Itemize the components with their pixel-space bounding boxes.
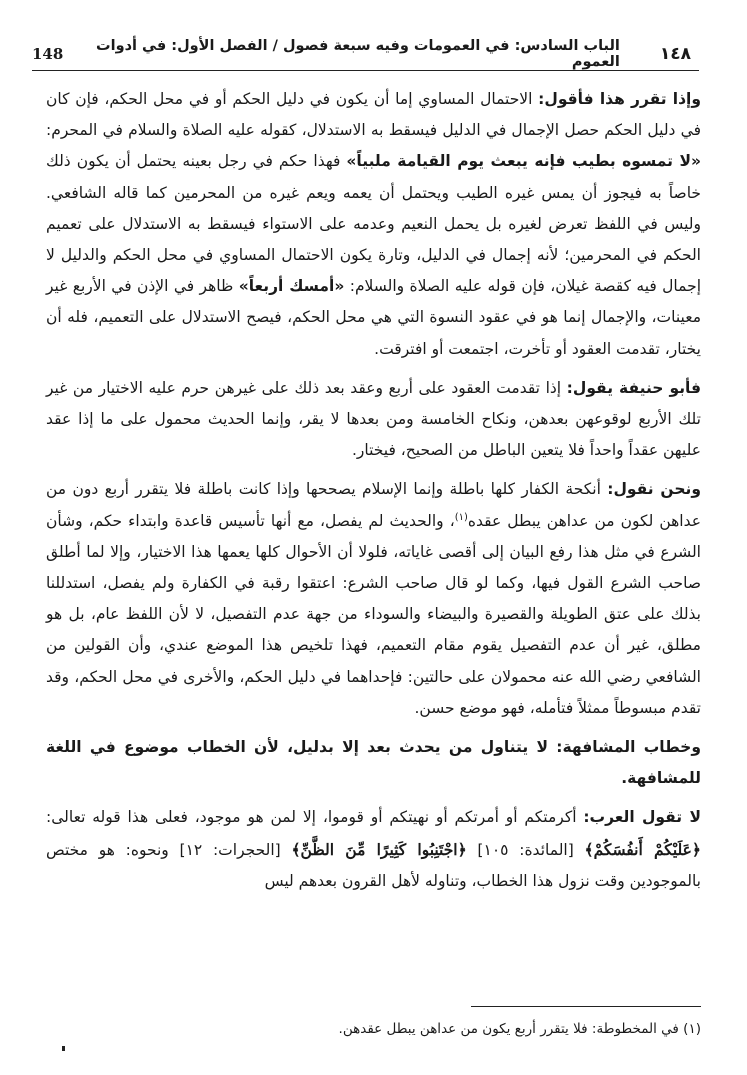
hadith-quote: «لا تمسوه بطيب فإنه يبعث يوم القيامة ملبياً» (346, 152, 701, 171)
paragraph-text: فهذا حكم في رجل بعينه يحتمل أن يكون ذلك خاصاً به فيجوز أن يمس غيره الطيب ويحتمل أن يعمه ويعم غيره من المحرمين كما قاله الشافعي. وليس في اللفظ تعرض لغيره بل يحمل النعيم وعدمه على الاستواء فيسقط به الاستدلال على تعميم الحكم في المحرمين؛ لأنه إجمال في الدليل، وتارة يكون الاحتمال المساوي في محل الحكم والدليل لا إجمال فيه كقصة غيلان، فإن قوله عليه الصلاة والسلام: (46, 152, 701, 296)
paragraph-3 (46, 474, 701, 724)
page-mark (62, 1046, 65, 1051)
page-header (32, 38, 699, 71)
hadith-quote: «أمسك أربعاً» (238, 277, 345, 296)
paragraph-lead: فأبو حنيفة يقول: (566, 378, 701, 397)
paragraph-text: أكرمتكم أو أمرتكم أو نهيتكم أو قوموا، إلا لمن هو موجود، فعلى هذا قوله تعالى: (46, 808, 584, 827)
paragraph-text: إذا تقدمت العقود على أربع وعقد بعد ذلك على غيرهن حرم عليه الاختيار من غير تلك الأربع لوقوعهن بعدهن، ونكاح الخامسة ومن بعدها لا يقر، وإنما الحديث محمول على ما إذا عقد عليهن عقداً واحداً فلا يتعين الباطل من الصحيح، فيختار. (46, 378, 701, 460)
paragraph-text: ظاهر في الإذن في الأربع غير معينات، والإجمال إنما هو في عقود النسوة التي هي محل الحكم، فيصح الاستدلال على التعميم، فله أن يختار، تقدمت العقود أو تأخرت، اجتمعت أو افترقت. (46, 277, 701, 358)
paragraph-lead: وخطاب المشافهة: لا يتناول من يحدث بعد إلا بدليل، لأن الخطاب موضوع في اللغة للمشافهة. (46, 738, 701, 788)
quran-verse: ﴿اجْتَنِبُوا كَثِيرًا مِّنَ الظَّنِّ﴾ (291, 839, 467, 859)
paragraph-text: ، والحديث لم يفصل، مع أنها تأسيس قاعدة وابتداء حكم، وشأن الشرع في مثل هذا رفع البيان إلى أقصى غاياته، فلولا أن الأحوال كلها يعمها هذا الاختيار، وإلا لما أطلق صاحب الشرع القول فيها، وكما لو قال صاحب الشرع: اعتقوا رقبة في الكفارة ولم يفصل، استدللنا بذلك على عتق الطويلة والقصيرة والبيضاء والسوداء من جهة عدم التفصيل، لا لأن اللفظ عام، بل هو مطلق، غير أن عدم التفصيل يقوم مقام التعميم، فهذا تلخيص هذا الموضع عندي، وأن القولين من الشافعي رضي الله عنه محمولان على حالتين: فإحداهما في دليل الحكم، والأخرى في محل الحكم، وقد تقدم مبسوطاً ممثلاً فتأمله، فهو موضع حسن. (46, 511, 701, 717)
paragraph-lead: لا تقول العرب: (583, 808, 701, 827)
footnote-text: في المخطوطة: فلا يتقرر أربع يكون من عداهن يبطل عقدهن. (338, 1021, 679, 1037)
page-number-latin: 148 (32, 45, 64, 63)
paragraph-2 (46, 373, 701, 467)
paragraph-lead: وإذا تقرر هذا فأقول: (538, 90, 701, 108)
main-text (46, 84, 701, 903)
footnote (200, 1018, 701, 1040)
header-right-group (63, 38, 699, 70)
footnote-reference[interactable]: (١) (454, 511, 468, 523)
paragraph-lead: ونحن نقول: (607, 480, 702, 499)
paragraph-1 (46, 84, 701, 365)
quran-verse: ﴿عَلَيْكُمْ أَنفُسَكُمْ﴾ (584, 839, 701, 859)
footnote-divider (471, 1006, 701, 1007)
running-title: الباب السادس: في العمومات وفيه سبعة فصول / الفصل الأول: في أدوات العموم (96, 38, 620, 70)
page-number-arabic: ١٤٨ (659, 44, 691, 64)
footnote-marker: (١) (683, 1021, 701, 1037)
paragraph-text: [الحجرات: ١٢] ونحوه: هو مختص بالموجودين وقت نزول هذا الخطاب، وتناوله لأهل القرون بعدهم ليس (46, 840, 701, 890)
paragraph-5 (46, 802, 701, 897)
paragraph-4 (46, 732, 701, 794)
paragraph-text: الاحتمال المساوي إما أن يكون في دليل الحكم أو في محل الحكم، فإن كان في دليل الحكم حصل الإجمال في الدليل فيسقط به الاستدلال، كقوله عليه الصلاة والسلام في المحرم: (46, 90, 701, 140)
verse-reference: [المائدة: ١٠٥] (466, 840, 585, 859)
paragraph-text: أنكحة الكفار كلها باطلة وإنما الإسلام يصححها وإذا كانت باطلة فلا يتقرر أربع دون من عداهن لكون من عداهن يبطل عقده (46, 480, 702, 530)
